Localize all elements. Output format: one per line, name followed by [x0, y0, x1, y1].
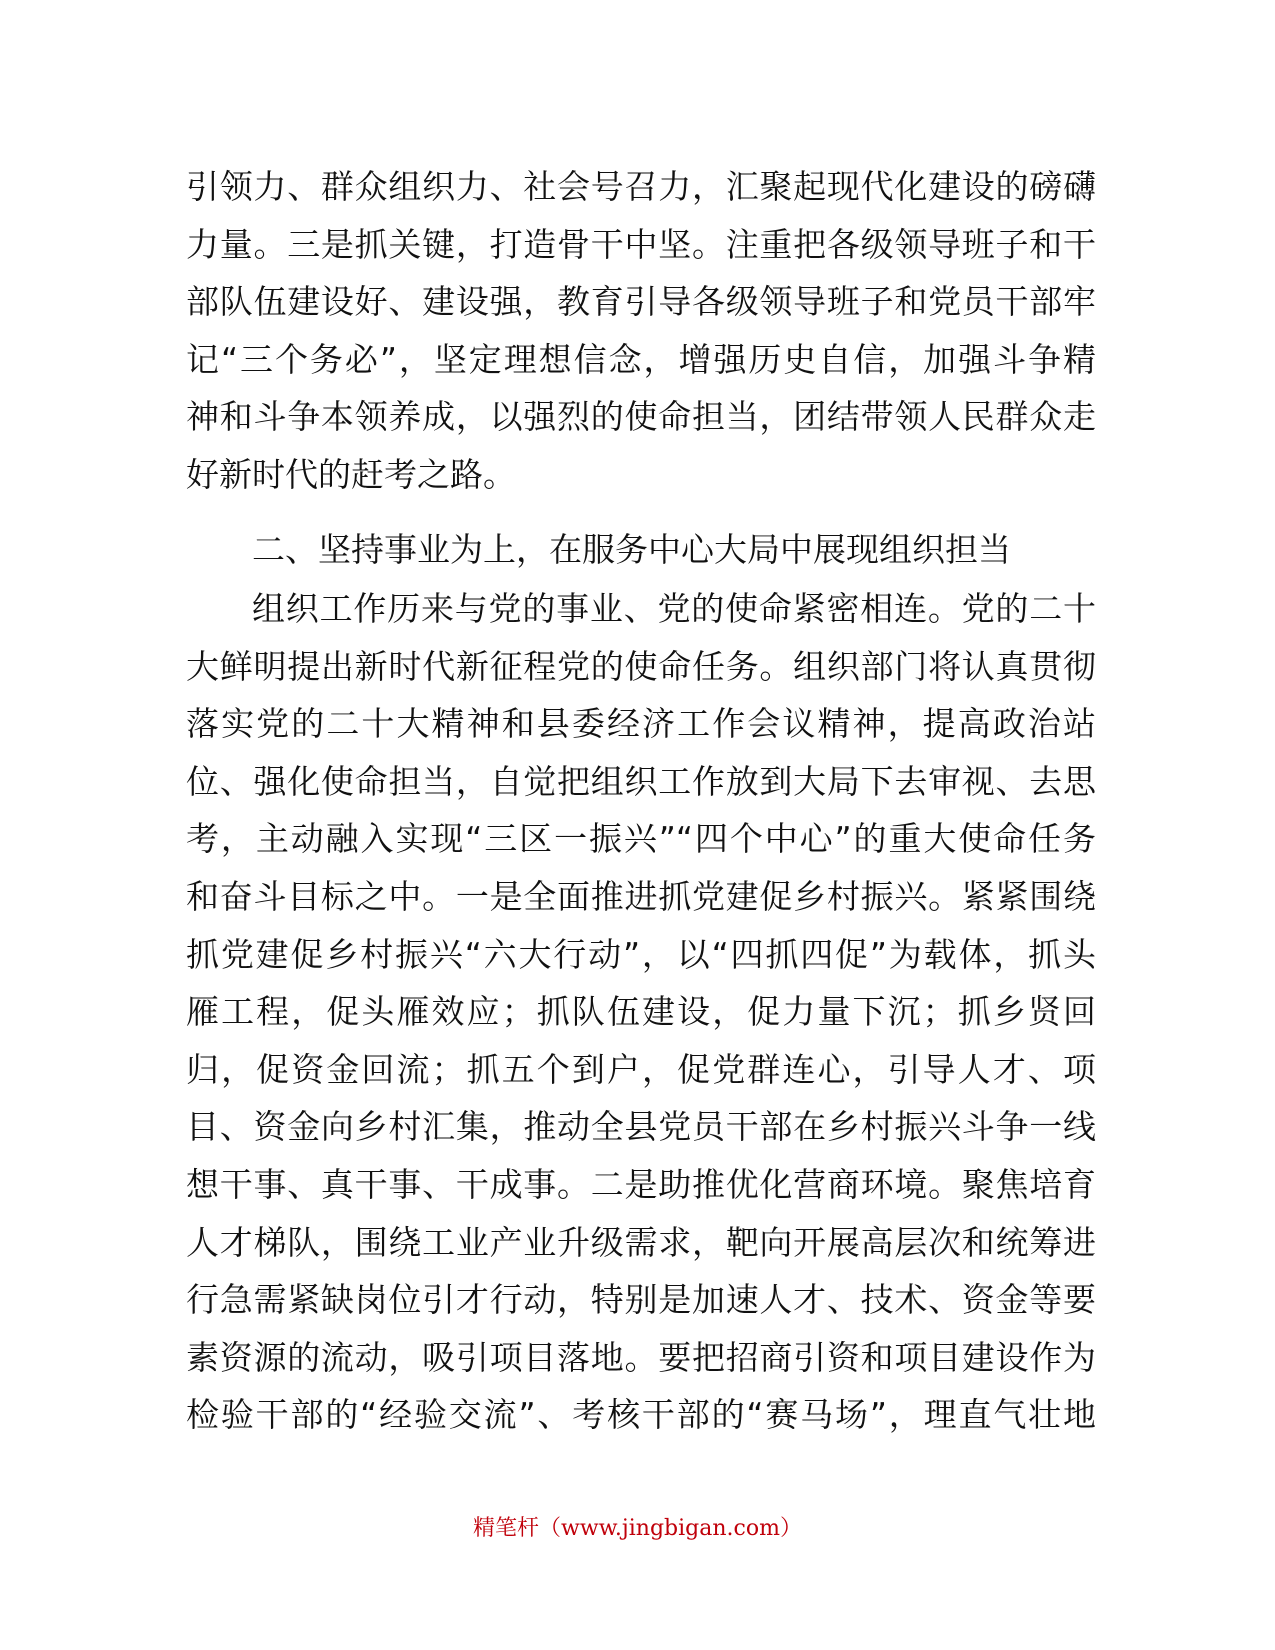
- paragraph-line: 落实党的二十大精神和县委经济工作会议精神，提高政治站: [186, 704, 1096, 744]
- paragraph-line: 和奋斗目标之中。一是全面推进抓党建促乡村振兴。紧紧围绕: [186, 876, 1096, 916]
- paragraph-line: 组织工作历来与党的事业、党的使命紧密相连。党的二十: [252, 589, 1096, 628]
- paragraph-line: 目、资金向乡村汇集，推动全县党员干部在乡村振兴斗争一线: [186, 1107, 1096, 1147]
- paragraph-line: 好新时代的赶考之路。: [186, 454, 516, 494]
- paragraph-line: 位、强化使命担当，自觉把组织工作放到大局下去审视、去思: [186, 761, 1096, 801]
- paragraph-line: 人才梯队，围绕工业产业升级需求，靶向开展高层次和统筹进: [186, 1222, 1096, 1262]
- section-heading: [186, 521, 1096, 579]
- paragraph-continued: [186, 158, 1096, 504]
- paragraph-line: 大鲜明提出新时代新征程党的使命任务。组织部门将认真贯彻: [186, 646, 1096, 686]
- paragraph-line: 力量。三是抓关键，打造骨干中坚。注重把各级领导班子和干: [186, 224, 1096, 264]
- paragraph-line: 行急需紧缺岗位引才行动，特别是加速人才、技术、资金等要: [186, 1280, 1096, 1320]
- paragraph-line: 检验干部的“经验交流”、考核干部的“赛马场”，理直气壮地: [186, 1395, 1096, 1435]
- paragraph-line: 引领力、群众组织力、社会号召力，汇聚起现代化建设的磅礴: [186, 167, 1096, 206]
- paragraph-line: 神和斗争本领养成，以强烈的使命担当，团结带领人民群众走: [186, 397, 1096, 437]
- paragraph-line: 记“三个务必”，坚定理想信念，增强历史自信，加强斗争精: [186, 339, 1096, 379]
- paragraph-line: 抓党建促乡村振兴“六大行动”，以“四抓四促”为载体，抓头: [186, 934, 1096, 974]
- section-heading-text: 二、坚持事业为上，在服务中心大局中展现组织担当: [252, 530, 1011, 569]
- paragraph-line: 想干事、真干事、干成事。二是助推优化营商环境。聚焦培育: [186, 1164, 1096, 1204]
- footer-watermark: 精笔杆（www.jingbigan.com）: [473, 1516, 802, 1541]
- paragraph-line: 雁工程，促头雁效应；抓队伍建设，促力量下沉；抓乡贤回: [186, 992, 1096, 1032]
- paragraph-line: 考，主动融入实现“三区一振兴”“四个中心”的重大使命任务: [186, 819, 1096, 859]
- paragraph-line: 素资源的流动，吸引项目落地。要把招商引资和项目建设作为: [186, 1337, 1096, 1377]
- paragraph-line: 部队伍建设好、建设强，教育引导各级领导班子和党员干部牢: [186, 282, 1096, 322]
- paragraph-line: 归，促资金回流；抓五个到户，促党群连心，引导人才、项: [186, 1049, 1096, 1089]
- paragraph-section-two: [186, 580, 1096, 1444]
